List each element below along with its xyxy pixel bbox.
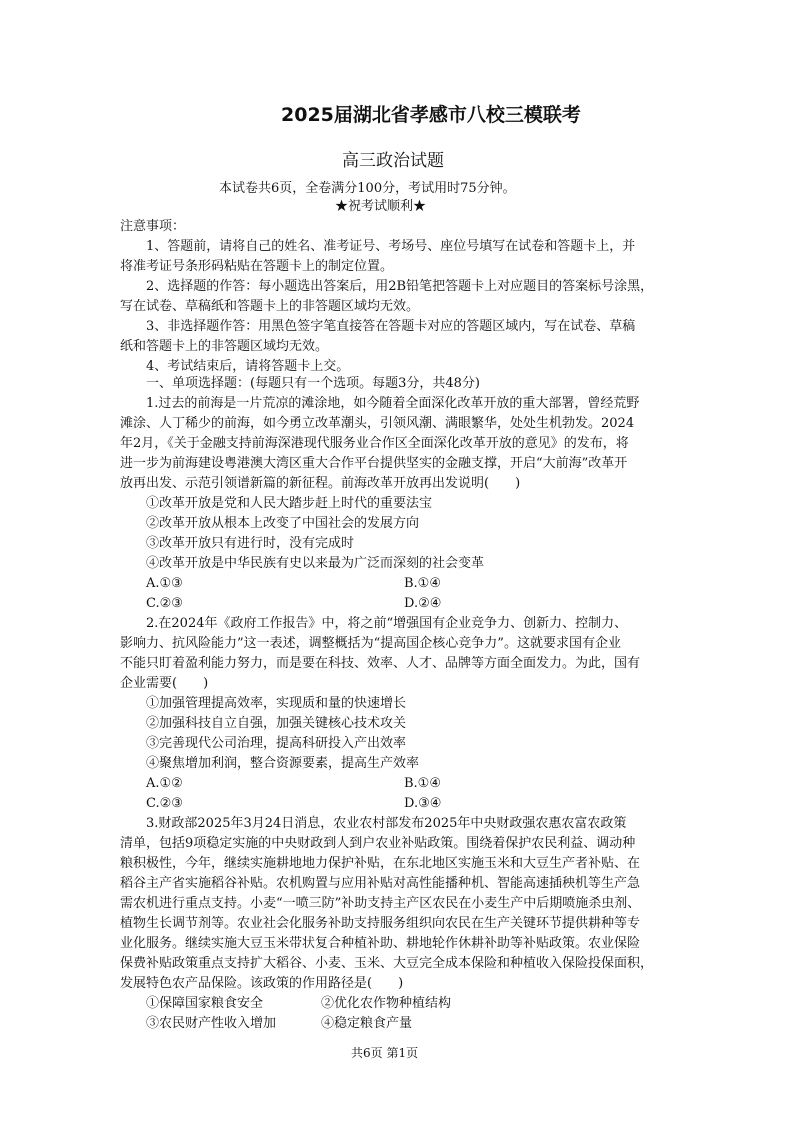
q3-stem-line: 粮积极性，今年，继续实施耕地地力保护补贴，在东北地区实施玉米和大豆生产者补贴、在 [120,856,641,871]
q2-item: ③完善现代公司治理，提高科研投入产出效率 [146,736,407,751]
q3-item: ④稳定粮食产量 [321,1016,413,1031]
q1-option-c: C.②③ [146,596,183,611]
q1-item: ③改革开放只有进行时，没有完成时 [146,536,355,551]
q3-stem-line: 保费补贴政策重点支持扩大稻谷、小麦、玉米、大豆完全成本保险和种植收入保险投保面积， [120,956,654,971]
q1-stem-line: 放再出发、示范引领谱新篇的新征程。前海改革开放再出发说明( ) [120,476,521,491]
q1-item: ④改革开放是中华民族有史以来最为广泛而深刻的社会变革 [146,556,485,571]
notice-line: 写在试卷、草稿纸和答题卡上的非答题区域均无效。 [120,299,420,314]
notice-line: 3、非选择题作答：用黑色签字笔直接答在答题卡对应的答题区域内，写在试卷、草稿 [146,319,636,334]
q2-stem-line: 不能只盯着盈利能力努力，而是要在科技、效率、人才、品牌等方面全面发力。为此，国有 [120,656,641,671]
q2-stem-line: 企业需要( ) [120,676,209,691]
q3-item: ①保障国家粮食安全 [146,996,264,1011]
q3-stem-line: 植物生长调节剂等。农业社会化服务补助支持服务组织向农民在生产关键环节提供耕种等专 [120,916,641,931]
exam-title: 2025届湖北省孝感市八校三模联考 [281,104,581,126]
q3-stem-line: 业化服务。继续实施大豆玉米带状复合种植补助、耕地轮作休耕补助等补贴政策。农业保险 [120,936,641,951]
q3-stem-line: 3.财政部2025年3月24日消息，农业农村部发布2025年中央财政强农惠农富农政策 [146,816,627,831]
q1-option-a: A.①③ [146,576,183,591]
q2-option-a: A.①② [146,776,183,791]
exam-info: 本试卷共6页，全卷满分100分，考试用时75分钟。 [219,181,516,196]
q3-stem-line: 清单，包括9项稳定实施的中央财政到人到户农业补贴政策。围绕着保护农民利益、调动种 [120,836,636,851]
q2-item: ②加强科技自立自强，加强关键核心技术攻关 [146,716,407,731]
q2-option-c: C.②③ [146,796,183,811]
q2-item: ①加强管理提高效率，实现质和量的快速增长 [146,696,407,711]
notice-heading: 注意事项： [120,219,186,234]
page-number: 共6页 第1页 [351,1046,419,1060]
q3-item: ③农民财产性收入增加 [146,1016,277,1031]
q3-stem-line: 发展特色农产品保险。该政策的作用路径是( ) [120,976,404,991]
q1-stem-line: 年2月，《关于金融支持前海深港现代服务业合作区全面深化改革开放的意见》的发布，将 [120,436,629,451]
q2-option-d: D.③④ [404,796,442,811]
notice-line: 纸和答题卡上的非答题区域均无效。 [120,339,329,354]
q1-item: ②改革开放从根本上改变了中国社会的发展方向 [146,516,420,531]
q1-option-d: D.②④ [404,596,442,611]
q1-item: ①改革开放是党和人民大踏步赶上时代的重要法宝 [146,496,433,511]
exam-subtitle: 高三政治试题 [342,151,444,171]
q3-stem-line: 需农机进行重点支持。小麦“一喷三防”补助支持主产区农民在小麦生产中后期喷施杀虫剂、 [120,896,641,911]
section-heading: 一、单项选择题：(每题只有一个选项。每题3分，共48分) [146,376,480,391]
q2-stem-line: 2.在2024年《政府工作报告》中，将之前“增强国有企业竞争力、创新力、控制力、 [146,616,628,631]
notice-line: 2、选择题的作答：每小题选出答案后，用2B铅笔把答题卡上对应题目的答案标号涂黑， [146,279,654,294]
notice-line: 将准考证号条形码粘贴在答题卡上的制定位置。 [120,259,394,274]
q1-stem-line: 滩涂、人丁稀少的前海，如今勇立改革潮头，引领风潮、满眼繁华，处处生机勃发。2024 [120,416,635,431]
q1-stem-line: 进一步为前海建设粤港澳大湾区重大合作平台提供坚实的金融支撑，开启“大前海”改革开 [120,456,628,471]
exam-wish: ★祝考试顺利★ [335,199,427,214]
q1-stem-line: 1.过去的前海是一片荒凉的滩涂地，如今随着全面深化改革开放的重大部署，曾经荒野 [146,396,640,411]
notice-line: 4、考试结束后，请将答题卡上交。 [146,359,350,374]
q2-item: ④聚焦增加利润，整合资源要素，提高生产效率 [146,756,420,771]
notice-line: 1、答题前，请将自己的姓名、准考证号、考场号、座位号填写在试卷和答题卡上，并 [146,239,636,254]
q2-stem-line: 影响力、抗风险能力”这一表述，调整概括为“提高国企核心竞争力”。这就要求国有企业 [120,636,621,651]
q1-option-b: B.①④ [404,576,441,591]
q3-item: ②优化农作物种植结构 [321,996,452,1011]
q3-stem-line: 稻谷主产省实施稻谷补贴。农机购置与应用补贴对高性能播种机、智能高速插秧机等生产急 [120,876,641,891]
q2-option-b: B.①④ [404,776,441,791]
